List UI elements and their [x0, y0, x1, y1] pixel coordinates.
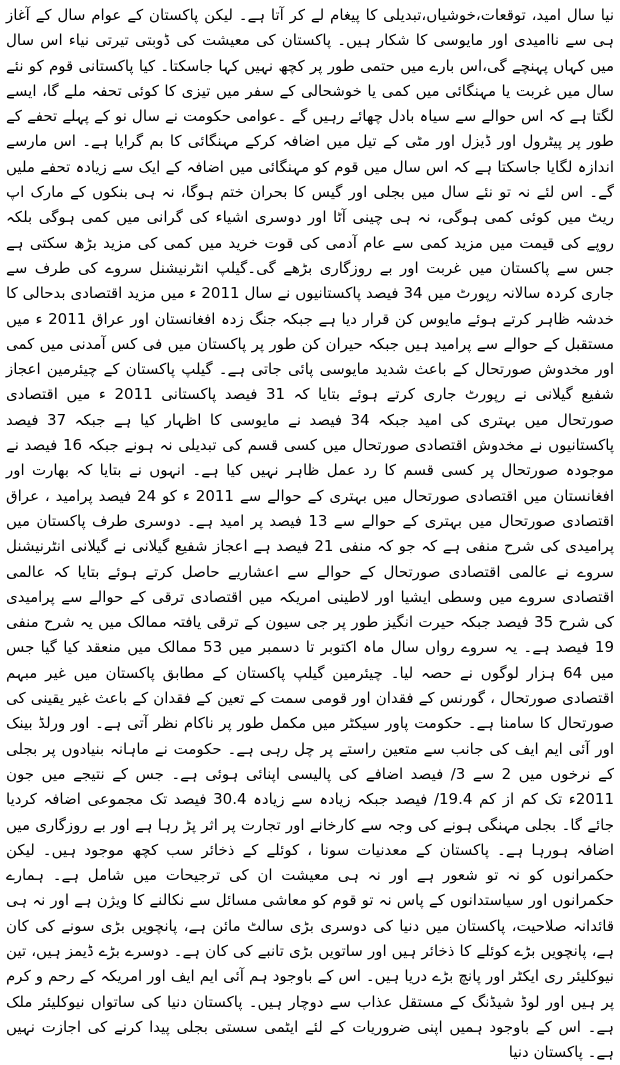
article-body: نیا سال امید، توقعات،خوشیاں،تبدیلی کا پیغام لے کر آتا ہے۔ لیکن پاکستان کے عوام سال کے آغاز ہی سے ناامیدی اور مایوسی کا شکار ہیں۔ پاکستان کی معیشت کی ڈوبتی تیرتی نیاء اس سال میں کہاں پہنچے گی،اس بارے میں حتمی طور پر کچھ نہیں کہا جاسکتا۔ کیا پاکستانی قوم کو نئے سال میں غربت یا مہنگائی میں کمی یا خوشحالی کے سفر میں تیزی کا کوئی تحفہ ملے گا، ایسے لگتا ہے کہ اس حوالے سے سیاہ بادل چھائے رہیں گے ۔عوامی حکومت نے سال نو کے پہلے تحفے کے طور پر پیٹرول اور ڈیزل اور مٹی کے تیل میں اضافہ کرکے مہنگائی کا بم گرایا ہے۔ اس مارسے اندازہ لگایا جاسکتا ہے کہ اس سال میں قوم کو مہنگائی میں اضافہ کے ایک سے زیادہ تحفے ملیں گے۔ اس لئے نہ تو نئے سال میں بجلی اور گیس کا بحران ختم ہوگا، نہ ہی بنکوں کے مارک اپ ریٹ میں کوئی کمی ہوگی، نہ ہی چینی آٹا اور دوسری اشیاء کی گرانی میں کمی ہوگی بلکہ روپے کی قیمت میں مزید کمی سے عام آدمی کی قوت خرید میں کمی کی مزید بڑھ سکتی ہے جس سے پاکستان میں غربت اور بے روزگاری بڑھے گی۔گیلپ انٹرنیشنل سروے کی طرف سے جاری کردہ سالانہ رپورٹ میں 34 فیصد پاکستانیوں نے سال 2011 ء میں مزید اقتصادی بدحالی کا خدشہ ظاہر کرتے ہوئے مایوس کن قرار دیا ہے جبکہ جنگ زدہ افغانستان اور عراق 2011 ء میں مستقبل کے حوالے سے پرامید ہیں جبکہ حیران کن طور پر پاکستان میں فی کس آمدنی میں کمی اور مخدوش صورتحال کے باعث شدید مایوسی پائی جاتی ہے۔ گیلپ پاکستان کے چیئرمین اعجاز شفیع گیلانی نے رپورٹ جاری کرتے ہوئے بتایا کہ 31 فیصد پاکستانی 2011 ء میں اقتصادی صورتحال میں بہتری کی امید جبکہ 34 فیصد نے مایوسی کا اظہار کیا ہے جبکہ 37 فیصد پاکستانیوں نے مخدوش اقتصادی صورتحال میں کسی قسم کی تبدیلی نہ ہونے جبکہ 16 فیصد نے موجودہ صورتحال پر کسی قسم کا رد عمل ظاہر نہیں کیا ہے۔ انہوں نے بتایا کہ بھارت اور افغانستان میں اقتصادی صورتحال میں بہتری کے حوالے سے 2011 ء کو 24 فیصد پرامید ، عراق اقتصادی صورتحال میں بہتری کے حوالے سے 13 فیصد پر امید ہے۔ دوسری طرف پاکستان میں پرامیدی کی شرح منفی ہے کہ جو کہ منفی 21 فیصد ہے اعجاز شفیع گیلانی نے گیلانی انٹرنیشنل سروے نے عالمی اقتصادی صورتحال کے حوالے سے اعشاریے حاصل کرتے ہوئے بتایا کہ عالمی اقتصادی سروے میں وسطی ایشیا اور لاطینی امریکہ میں اقتصادی ترقی کے حوالے سے پرامیدی کی شرح 35 فیصد جبکہ حیرت انگیز طور پر جی سیون کے ترقی یافتہ ممالک میں یہ شرح منفی 19 فیصد ہے۔ یہ سروے رواں سال ماہ اکتوبر تا دسمبر میں 53 ممالک میں منعقد کیا گیا جس میں 64 ہزار لوگوں نے حصہ لیا۔ چیئرمین گیلپ پاکستان کے مطابق پاکستان میں غیر مبہم اقتصادی صورتحال ، گورنس کے فقدان اور قومی سمت کے تعین کے فقدان کے باعث غیر یقینی کی صورتحال کا سامنا ہے۔ حکومت پاور سیکٹر میں مکمل طور پر ناکام نظر آتی ہے۔ اور ورلڈ بینک اور آئی ایم ایف کی جانب سے متعین راستے پر چل رہی ہے۔ حکومت نے ماہانہ بنیادوں پر بجلی کے نرخوں میں 2 سے 3/ فیصد اضافے کی پالیسی اپنائی ہوئی ہے۔ جس کے نتیجے میں جون 2011ء تک کم از کم 19.4/ فیصد جبکہ زیادہ سے زیادہ 30.4 فیصد تک مجموعی اضافہ کردیا جائے گا۔ بجلی مہنگی ہونے کی وجہ سے کارخانے اور تجارت پر اثر پڑ رہا ہے اور بے روزگاری میں اضافہ ہورہا ہے۔ پاکستان کے معدنیات سونا ، کوئلے کے ذخائر سب کچھ موجود ہیں۔ لیکن حکمرانوں کو نہ تو شعور ہے اور نہ ہی معیشت ان کی ترجیحات میں شامل ہے۔ ہمارے حکمرانوں اور سیاستدانوں کے پاس نہ تو قوم کو معاشی مسائل سے نکالنے کا ویژن ہے اور نہ ہی قائدانہ صلاحیت، پاکستان میں دنیا کی دوسری بڑی سالٹ مائن ہے، پانچویں بڑی سونے کی کان ہے، پانچویں بڑے کوئلے کا ذخائر ہیں اور ساتویں بڑی تانبے کی کان ہے۔ دوسرے بڑے ڈیمز ہیں، تین نیوکلیئر ری ایکٹر اور پانچ بڑے دریا ہیں۔ اس کے باوجود ہم آئی ایم ایف اور امریکہ کے رحم و کرم پر ہیں اور لوڈ شیڈنگ کے مستقل عذاب سے دوچار ہیں۔ پاکستان دنیا کی ساتواں نیوکلیئر ملک ہے۔ اس کے باوجود ہمیں اپنی ضروریات کے لئے ایٹمی سستی بجلی پیدا کرنے کی اجازت نہیں ہے۔ پاکستان دنیا: [6, 6, 615, 1062]
